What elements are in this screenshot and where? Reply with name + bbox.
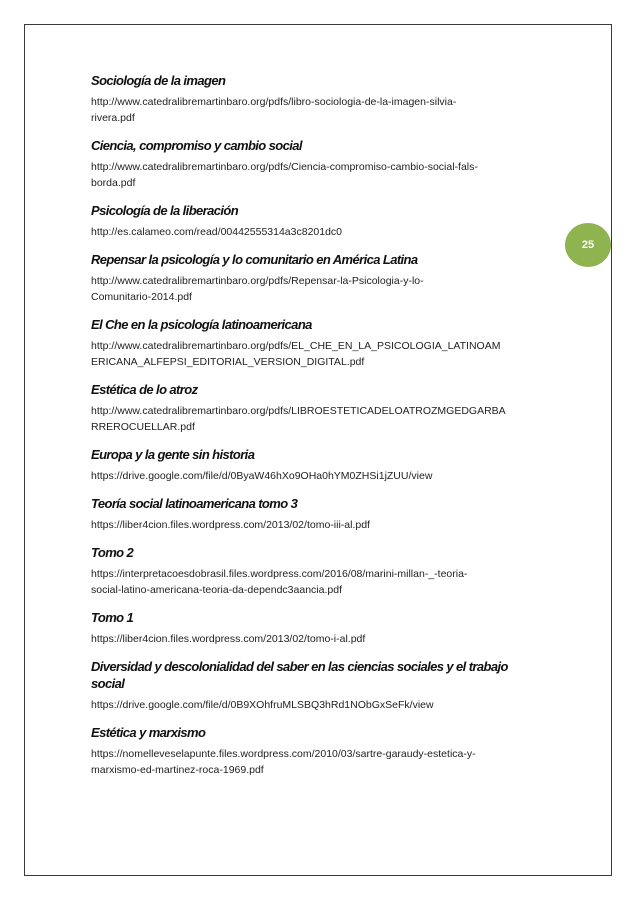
reference-entry — [91, 658, 553, 713]
entry-title: Sociología de la imagen — [91, 73, 226, 88]
reference-entry — [91, 381, 553, 435]
entry-link[interactable]: https://drive.google.com/file/d/0B9XOhfruMLSBQ3hRd1NObGxSeFk/view — [91, 699, 434, 711]
entry-link[interactable]: http://www.catedralibremartinbaro.org/pdfs/LIBROESTETICADELOATROZMGEDGARBA RREROCUELLAR.pdf — [91, 405, 506, 433]
entry-link[interactable]: http://www.catedralibremartinbaro.org/pdfs/libro-sociologia-de-la-imagen-silvia- rivera.pdf — [91, 96, 457, 124]
entry-link[interactable]: https://nomelleveselapunte.files.wordpress.com/2010/03/sartre-garaudy-estetica-y- marxismo-ed-martinez-roca-1969.pdf — [91, 748, 476, 776]
entry-link[interactable]: http://www.catedralibremartinbaro.org/pdfs/Repensar-la-Psicologia-y-lo- Comunitario-2014.pdf — [91, 275, 424, 303]
reference-entry — [91, 251, 553, 305]
reference-entry — [91, 72, 553, 126]
reference-entry — [91, 544, 553, 598]
entry-link[interactable]: https://liber4cion.files.wordpress.com/2013/02/tomo-iii-al.pdf — [91, 519, 370, 531]
reference-entry — [91, 316, 553, 370]
entry-link[interactable]: http://es.calameo.com/read/00442555314a3c8201dc0 — [91, 226, 343, 238]
entry-link[interactable]: https://interpretacoesdobrasil.files.wordpress.com/2016/08/marini-millan-_-teoria- social-latino-americana-teoria-da-dependc3aancia.pdf — [91, 568, 468, 596]
entry-title: Diversidad y descolonialidad del saber en las ciencias sociales y el trabajo social — [91, 659, 508, 691]
entry-title: Teoría social latinoamericana tomo 3 — [91, 496, 298, 511]
entry-title: Tomo 1 — [91, 610, 134, 625]
reference-entry — [91, 446, 553, 484]
page-number: 25 — [581, 239, 595, 251]
reference-entry — [91, 609, 553, 647]
entry-link[interactable]: http://www.catedralibremartinbaro.org/pdfs/EL_CHE_EN_LA_PSICOLOGIA_LATINOAM ERICANA_ALFEPSI_EDITORIAL_VERSION_DIGITAL.pdf — [91, 340, 501, 368]
reference-entry — [91, 137, 553, 191]
entry-title: Ciencia, compromiso y cambio social — [91, 138, 302, 153]
reference-entry — [91, 495, 553, 533]
entry-link[interactable]: http://www.catedralibremartinbaro.org/pdfs/Ciencia-compromiso-cambio-social-fals- borda.pdf — [91, 161, 478, 189]
reference-entry — [91, 202, 553, 240]
entry-title: Europa y la gente sin historia — [91, 447, 255, 462]
entry-title: Repensar la psicología y lo comunitario en América Latina — [91, 252, 418, 267]
entry-title: Estética de lo atroz — [91, 382, 198, 397]
entry-title: Tomo 2 — [91, 545, 134, 560]
entry-link[interactable]: https://drive.google.com/file/d/0ByaW46hXo9OHa0hYM0ZHSi1jZUU/view — [91, 470, 433, 482]
reference-list — [91, 72, 553, 778]
page-number-badge — [565, 223, 611, 267]
entry-title: Estética y marxismo — [91, 725, 206, 740]
entry-link[interactable]: https://liber4cion.files.wordpress.com/2013/02/tomo-i-al.pdf — [91, 633, 366, 645]
entry-title: Psicología de la liberación — [91, 203, 239, 218]
entry-title: El Che en la psicología latinoamericana — [91, 317, 312, 332]
reference-entry — [91, 724, 553, 778]
